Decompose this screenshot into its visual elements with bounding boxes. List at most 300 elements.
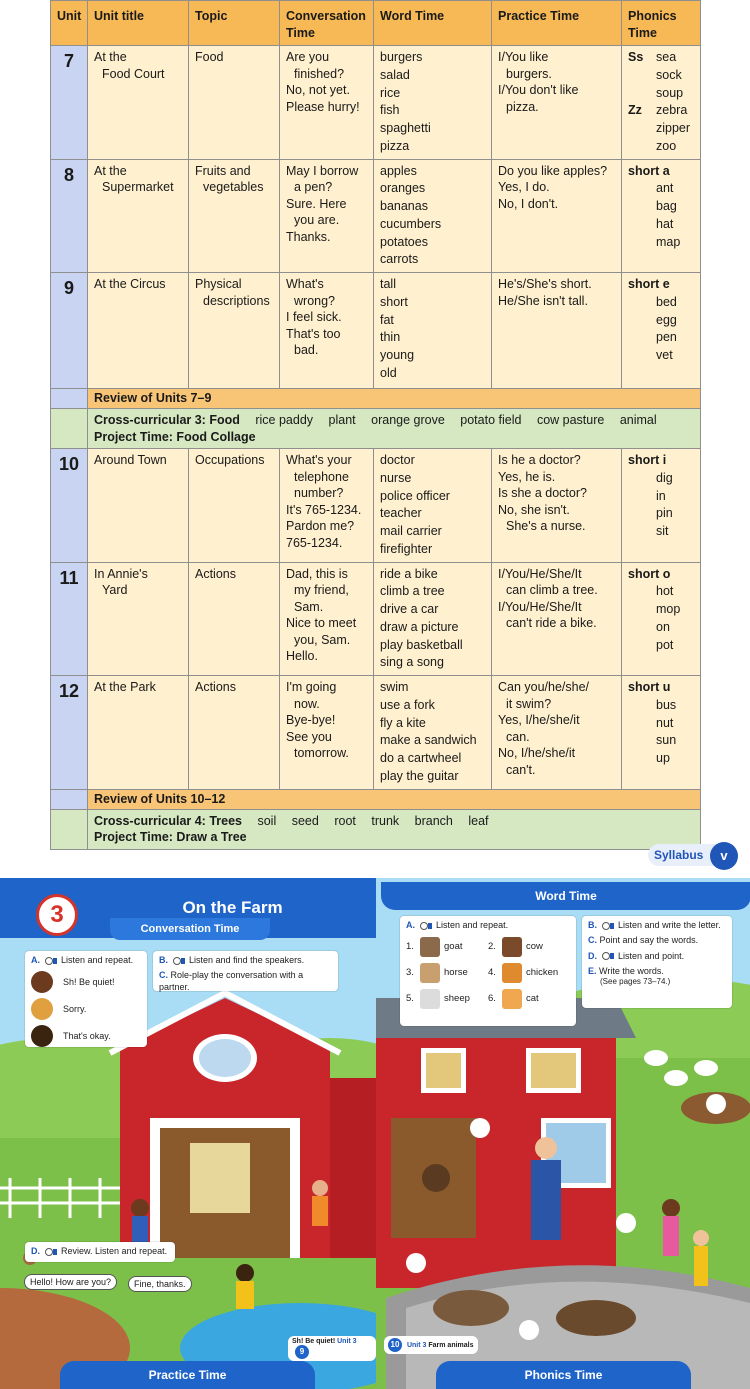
- word-line: draw a picture: [380, 619, 459, 634]
- vocab-number: 3.: [406, 967, 414, 979]
- conversation-line: Dad, this is: [286, 566, 348, 581]
- phonics-word: soup: [656, 85, 684, 100]
- vocab-word: chicken: [526, 967, 559, 979]
- conversation-line: Are you: [286, 50, 330, 64]
- word-line: carrots: [380, 252, 419, 267]
- phonics-word: sun: [656, 733, 677, 748]
- word-line: play basketball: [380, 637, 463, 652]
- word-line: rice: [380, 85, 401, 100]
- cross-blank-cell: [51, 409, 88, 449]
- phonics-pair: [628, 85, 694, 103]
- audio-cd-icon[interactable]: [45, 1248, 57, 1256]
- word-line: fat: [380, 312, 394, 327]
- phonics-pair: [628, 67, 694, 85]
- activity-b-line: [159, 955, 332, 966]
- practice-line: I/You/He/She/It: [498, 566, 582, 581]
- word-line: pizza: [380, 138, 410, 153]
- conversation-line: What's your: [286, 453, 352, 467]
- footer-unit: Unit 3: [337, 1338, 357, 1345]
- conversation-line: now.: [294, 696, 320, 711]
- word-cell: [374, 46, 492, 160]
- practice-line: No, she isn't.: [498, 502, 570, 517]
- left-page-conversation-time: [0, 878, 376, 1389]
- word-line: mail carrier: [380, 524, 442, 538]
- activity-instruction: Write the words.: [599, 965, 664, 976]
- word-line: fish: [380, 103, 400, 118]
- conversation-line: May I borrow: [286, 163, 359, 178]
- practice-line: can't ride a bike.: [506, 616, 597, 630]
- unit-title-line: At the: [94, 163, 127, 178]
- word-line: nurse: [380, 470, 412, 485]
- vocab-item: [406, 937, 488, 957]
- phonics-cell: [622, 46, 701, 160]
- conversation-line: 765-1234.: [286, 535, 343, 550]
- activity-letter: B.: [588, 920, 597, 930]
- phonics-word: up: [656, 751, 670, 765]
- conversation-line: you are.: [294, 213, 340, 227]
- dialogue-text: Sh! Be quiet!: [63, 976, 115, 987]
- footer-phrase: Farm animals: [428, 1342, 474, 1349]
- vocab-item: [406, 963, 488, 983]
- word-line: ride a bike: [380, 566, 438, 581]
- phonics-pair: [628, 102, 694, 120]
- cross-word: plant: [328, 413, 356, 427]
- conversation-line: tomorrow.: [294, 746, 349, 760]
- topic-cell: [189, 449, 280, 563]
- practice-cell: [492, 562, 622, 676]
- answer-circle[interactable]: [519, 1320, 539, 1340]
- syllabus-page-footer: [648, 842, 740, 868]
- phonics-word: mop: [656, 602, 681, 616]
- cross-curricular-line: [94, 813, 694, 830]
- audio-cd-icon[interactable]: [173, 957, 185, 965]
- practice-line: Can you/he/she/: [498, 680, 590, 694]
- word-line: swim: [380, 680, 409, 694]
- word-line: fly a kite: [380, 715, 426, 730]
- practice-line: Do you like apples?: [498, 163, 608, 178]
- project-time-label: Project Time: Draw a Tree: [94, 830, 247, 844]
- right-page-word-time: [376, 878, 750, 1389]
- conversation-line: It's 765-1234.: [286, 502, 362, 517]
- unit-number: 8: [51, 159, 88, 273]
- phonics-word: vet: [656, 348, 673, 362]
- right-page-footer: [384, 1336, 478, 1354]
- conversation-line: finished?: [294, 66, 345, 81]
- table-row-unit-8: [51, 159, 701, 273]
- cross-curricular-title: Cross-curricular 3: Food: [94, 413, 240, 427]
- page-number: 9: [295, 1345, 309, 1359]
- cross-curricular-title: Cross-curricular 4: Trees: [94, 813, 242, 828]
- unit-number: 11: [51, 562, 88, 676]
- speaker-face-icon: [31, 1025, 53, 1047]
- vocab-word: sheep: [444, 993, 470, 1005]
- conversation-line: you, Sam.: [294, 632, 351, 647]
- review-row-10-12: [51, 789, 701, 809]
- phonics-word: egg: [656, 312, 677, 327]
- page-title: On the Farm: [105, 888, 360, 928]
- topic-line: vegetables: [203, 180, 264, 194]
- sheep-icon: [420, 989, 440, 1009]
- conversation-cell: [280, 562, 374, 676]
- topic-line: Actions: [195, 680, 236, 694]
- phonics-word: pen: [656, 330, 677, 345]
- vocab-number: 5.: [406, 993, 414, 1005]
- unit-number: 10: [51, 449, 88, 563]
- cross-word: animal: [619, 413, 657, 427]
- topic-cell: [189, 273, 280, 389]
- phonics-heading: short a: [628, 163, 670, 178]
- activity-instruction: Review. Listen and repeat.: [61, 1246, 168, 1256]
- speaker-face-icon: [31, 971, 53, 993]
- unit-title-line: Around Town: [94, 453, 167, 467]
- phonics-pair: [628, 120, 694, 138]
- conversation-line: Bye-bye!: [286, 713, 336, 727]
- phonics-word: hat: [656, 216, 674, 231]
- audio-cd-icon[interactable]: [420, 922, 432, 930]
- phonics-cell: [622, 676, 701, 790]
- activity-instruction: Point and say the words.: [599, 935, 699, 946]
- topic-cell: [189, 562, 280, 676]
- conversation-line: I'm going: [286, 680, 337, 694]
- word-line: cucumbers: [380, 216, 442, 231]
- unit-number: 9: [51, 273, 88, 389]
- phonics-word: sit: [656, 524, 669, 538]
- activity-letter: C.: [588, 935, 597, 946]
- activity-bc-box: [153, 951, 338, 991]
- practice-line: pizza.: [506, 99, 539, 114]
- word-time-tab: Word Time: [381, 882, 750, 910]
- phonics-heading: short o: [628, 566, 671, 581]
- practice-line: No, I don't.: [498, 196, 559, 211]
- unit-number: 12: [51, 676, 88, 790]
- speaker-face-icon: [31, 998, 53, 1020]
- phonics-letter: [628, 138, 656, 156]
- phonics-word: hot: [656, 584, 674, 599]
- phonics-letter: [628, 85, 656, 103]
- activity-letter: A.: [31, 955, 40, 965]
- activity-a-box: [25, 951, 147, 1047]
- word-line: old: [380, 365, 397, 380]
- vocab-number: 4.: [488, 967, 496, 979]
- phonics-pair: [628, 138, 694, 156]
- phonics-word: sea: [656, 50, 677, 64]
- conversation-line: That's too: [286, 326, 341, 341]
- answer-circle[interactable]: [616, 1213, 636, 1233]
- conversation-line: I feel sick.: [286, 310, 342, 324]
- page-number: 10: [388, 1338, 402, 1352]
- practice-line: can't.: [506, 762, 536, 777]
- unit-title-line: At the: [94, 50, 127, 64]
- vocab-number: 2.: [488, 941, 496, 953]
- conversation-line: See you: [286, 729, 332, 744]
- goat-icon: [420, 937, 440, 957]
- dialogue-line: [31, 971, 141, 993]
- unit-title-cell: [88, 562, 189, 676]
- dialogue-line: [31, 1025, 141, 1047]
- word-activity-bcde-box: [582, 916, 732, 1008]
- phonics-word: bus: [656, 697, 677, 712]
- conversation-cell: [280, 449, 374, 563]
- syllabus-page-number: v: [710, 842, 738, 870]
- cross-word: leaf: [468, 813, 489, 828]
- cross-word: branch: [414, 813, 453, 828]
- footer-unit: Unit 3: [406, 1342, 427, 1349]
- phonics-word: pot: [656, 637, 674, 652]
- conversation-line: Hello.: [286, 649, 318, 663]
- word-line: climb a tree: [380, 584, 445, 599]
- topic-line: Occupations: [195, 453, 265, 467]
- table-row-unit-12: [51, 676, 701, 790]
- activity-c-line: [159, 970, 332, 993]
- practice-time-tab: Practice Time: [60, 1361, 315, 1389]
- dialogue-text: Sorry.: [63, 1003, 87, 1014]
- phonics-word: nut: [656, 715, 674, 730]
- cross-curricular-line: [94, 412, 694, 429]
- activity-b-line: [588, 920, 726, 931]
- word-activity-a-box: [400, 916, 576, 1026]
- chicken-icon: [502, 963, 522, 983]
- phonics-word: bag: [656, 199, 677, 213]
- phonics-word: sock: [656, 67, 682, 82]
- practice-line: I/You like: [498, 50, 549, 64]
- word-line: spaghetti: [380, 121, 431, 135]
- conversation-line: telephone: [294, 469, 349, 484]
- book-spread: [0, 878, 750, 1389]
- practice-line: I/You/He/She/It: [498, 599, 582, 614]
- practice-line: Yes, I/he/she/it: [498, 713, 580, 727]
- conversation-line: Pardon me?: [286, 519, 355, 533]
- phonics-word: on: [656, 619, 670, 634]
- cross-curricular-cell: [88, 409, 701, 449]
- header-unit-title: Unit title: [88, 1, 189, 46]
- vocab-item: [488, 963, 570, 983]
- cross-word: root: [334, 813, 356, 828]
- header-phonics-time: Phonics Time: [622, 1, 701, 46]
- unit-title-cell: [88, 159, 189, 273]
- word-cell: [374, 159, 492, 273]
- conversation-line: Nice to meet: [286, 616, 357, 630]
- practice-cell: [492, 46, 622, 160]
- activity-d-box: [25, 1242, 175, 1262]
- table-row-unit-10: [51, 449, 701, 563]
- word-line: young: [380, 348, 415, 362]
- practice-line: Yes, he is.: [498, 469, 556, 484]
- conversation-line: No, not yet.: [286, 83, 350, 97]
- conversation-line: Thanks.: [286, 229, 331, 244]
- word-line: thin: [380, 330, 401, 345]
- syllabus-table: [50, 0, 701, 850]
- conversation-cell: [280, 273, 374, 389]
- unit-title-line: At the Park: [94, 680, 156, 694]
- cross-curricular-cell: [88, 809, 701, 849]
- vocab-number: 6.: [488, 993, 496, 1005]
- cross-curricular-row-3: [51, 409, 701, 449]
- footer-phrase: Sh! Be quiet!: [292, 1338, 336, 1345]
- review-blank-cell: [51, 389, 88, 409]
- conversation-cell: [280, 46, 374, 160]
- project-time-label: Project Time: Food Collage: [94, 429, 256, 444]
- cross-word: soil: [257, 813, 277, 828]
- speech-bubble: Fine, thanks.: [128, 1276, 192, 1292]
- phonics-cell: [622, 449, 701, 563]
- review-row-7-9: [51, 389, 701, 409]
- practice-line: I/You don't like: [498, 83, 579, 97]
- word-line: make a sandwich: [380, 733, 477, 748]
- word-line: teacher: [380, 506, 422, 521]
- audio-cd-icon[interactable]: [602, 952, 614, 960]
- vocab-item: [488, 937, 570, 957]
- word-line: oranges: [380, 181, 426, 196]
- conversation-line: number?: [294, 486, 344, 500]
- activity-note: (See pages 73–74.): [600, 977, 671, 986]
- conversation-line: Sure. Here: [286, 196, 347, 211]
- conversation-line: a pen?: [294, 180, 333, 194]
- topic-cell: [189, 676, 280, 790]
- phonics-word: bed: [656, 294, 677, 309]
- word-cell: [374, 273, 492, 389]
- header-practice-time: Practice Time: [492, 1, 622, 46]
- header-unit: Unit: [51, 1, 88, 46]
- phonics-word: ant: [656, 181, 674, 196]
- word-line: firefighter: [380, 541, 433, 556]
- word-line: apples: [380, 163, 417, 178]
- speech-bubble: Hello! How are you?: [24, 1274, 117, 1290]
- phonics-word: pin: [656, 506, 673, 521]
- vocab-word: cat: [526, 993, 539, 1005]
- word-line: tall: [380, 277, 396, 291]
- practice-cell: [492, 273, 622, 389]
- phonics-pair: [628, 49, 694, 67]
- conversation-line: Sam.: [294, 599, 324, 614]
- word-line: drive a car: [380, 602, 439, 616]
- practice-line: Is she a doctor?: [498, 486, 587, 500]
- header-word-time: Word Time: [374, 1, 492, 46]
- practice-cell: [492, 159, 622, 273]
- word-line: burgers: [380, 50, 423, 64]
- activity-letter: D.: [588, 950, 597, 961]
- unit-title-cell: [88, 46, 189, 160]
- conversation-line: my friend,: [294, 583, 349, 597]
- cross-blank-cell: [51, 809, 88, 849]
- audio-cd-icon[interactable]: [45, 957, 57, 965]
- unit-title-line: Yard: [102, 583, 128, 597]
- practice-line: No, I/he/she/it: [498, 746, 576, 760]
- phonics-letter: [628, 120, 656, 138]
- word-line: short: [380, 294, 408, 309]
- activity-instruction: Listen and repeat.: [436, 920, 509, 930]
- dialogue-text: That's okay.: [63, 1030, 111, 1041]
- conversation-line: wrong?: [294, 293, 335, 308]
- practice-line: burgers.: [506, 66, 552, 81]
- audio-cd-icon[interactable]: [602, 922, 614, 930]
- activity-d-line: [588, 951, 726, 962]
- left-page-footer: [288, 1336, 376, 1361]
- vocab-item: [406, 989, 488, 1009]
- unit-number: 7: [51, 46, 88, 160]
- practice-cell: [492, 449, 622, 563]
- vocab-number: 1.: [406, 941, 414, 953]
- table-row-unit-7: [51, 46, 701, 160]
- syllabus-table-container: [50, 0, 700, 850]
- conversation-line: What's: [286, 277, 324, 291]
- conversation-time-tab: Conversation Time: [110, 918, 270, 940]
- activity-letter: B.: [159, 955, 168, 965]
- phonics-word: dig: [656, 470, 673, 485]
- cat-icon: [502, 989, 522, 1009]
- practice-cell: [492, 676, 622, 790]
- phonics-heading: short i: [628, 453, 667, 467]
- activity-instruction: Listen and find the speakers.: [189, 955, 305, 965]
- practice-line: it swim?: [506, 696, 552, 711]
- word-line: use a fork: [380, 697, 435, 712]
- horse-icon: [420, 963, 440, 983]
- conversation-line: bad.: [294, 343, 319, 357]
- phonics-time-tab: Phonics Time: [436, 1361, 691, 1389]
- phonics-word: zebra: [656, 103, 688, 118]
- topic-line: descriptions: [203, 293, 270, 308]
- topic-cell: [189, 46, 280, 160]
- practice-line: Is he a doctor?: [498, 453, 581, 467]
- conversation-cell: [280, 159, 374, 273]
- dialogue-line: [31, 998, 141, 1020]
- activity-instruction: Listen and point.: [618, 950, 685, 961]
- word-line: potatoes: [380, 234, 428, 249]
- practice-line: Yes, I do.: [498, 180, 550, 194]
- unit-title-line: At the Circus: [94, 277, 166, 291]
- activity-letter: C.: [159, 970, 168, 981]
- answer-circle[interactable]: [406, 1253, 426, 1273]
- cow-icon: [502, 937, 522, 957]
- word-cell: [374, 449, 492, 563]
- practice-line: He's/She's short.: [498, 277, 592, 291]
- topic-line: Food: [195, 50, 224, 64]
- header-conversation-time: Conversation Time: [280, 1, 374, 46]
- word-line: doctor: [380, 453, 415, 467]
- activity-instruction: Role-play the conversation with a partner.: [159, 970, 304, 992]
- word-line: play the guitar: [380, 768, 459, 783]
- word-line: salad: [380, 67, 410, 82]
- table-row-unit-11: [51, 562, 701, 676]
- word-cell: [374, 562, 492, 676]
- answer-circle[interactable]: [706, 1094, 726, 1114]
- review-blank-cell: [51, 789, 88, 809]
- cross-word: cow pasture: [536, 413, 605, 427]
- phonics-word: zipper: [656, 121, 691, 135]
- phonics-word: map: [656, 234, 681, 249]
- phonics-cell: [622, 273, 701, 389]
- review-label: Review of Units 10–12: [88, 789, 701, 809]
- review-label: Review of Units 7–9: [88, 389, 701, 409]
- topic-line: Physical: [195, 277, 242, 291]
- unit-title-line: Supermarket: [102, 180, 174, 194]
- conversation-cell: [280, 676, 374, 790]
- syllabus-label: Syllabus: [648, 844, 728, 866]
- cross-word: potato field: [460, 413, 522, 427]
- topic-line: Fruits and: [195, 163, 251, 178]
- phonics-cell: [622, 159, 701, 273]
- phonics-letter: Ss: [628, 50, 644, 64]
- practice-line: He/She isn't tall.: [498, 293, 588, 308]
- header-topic: Topic: [189, 1, 280, 46]
- word-line: sing a song: [380, 655, 444, 670]
- practice-line: can.: [506, 729, 530, 744]
- cross-word: trunk: [371, 813, 400, 828]
- answer-circle[interactable]: [470, 1118, 490, 1138]
- unit-title-cell: [88, 449, 189, 563]
- phonics-word: in: [656, 488, 666, 503]
- topic-line: Actions: [195, 566, 236, 581]
- phonics-word: zoo: [656, 138, 677, 153]
